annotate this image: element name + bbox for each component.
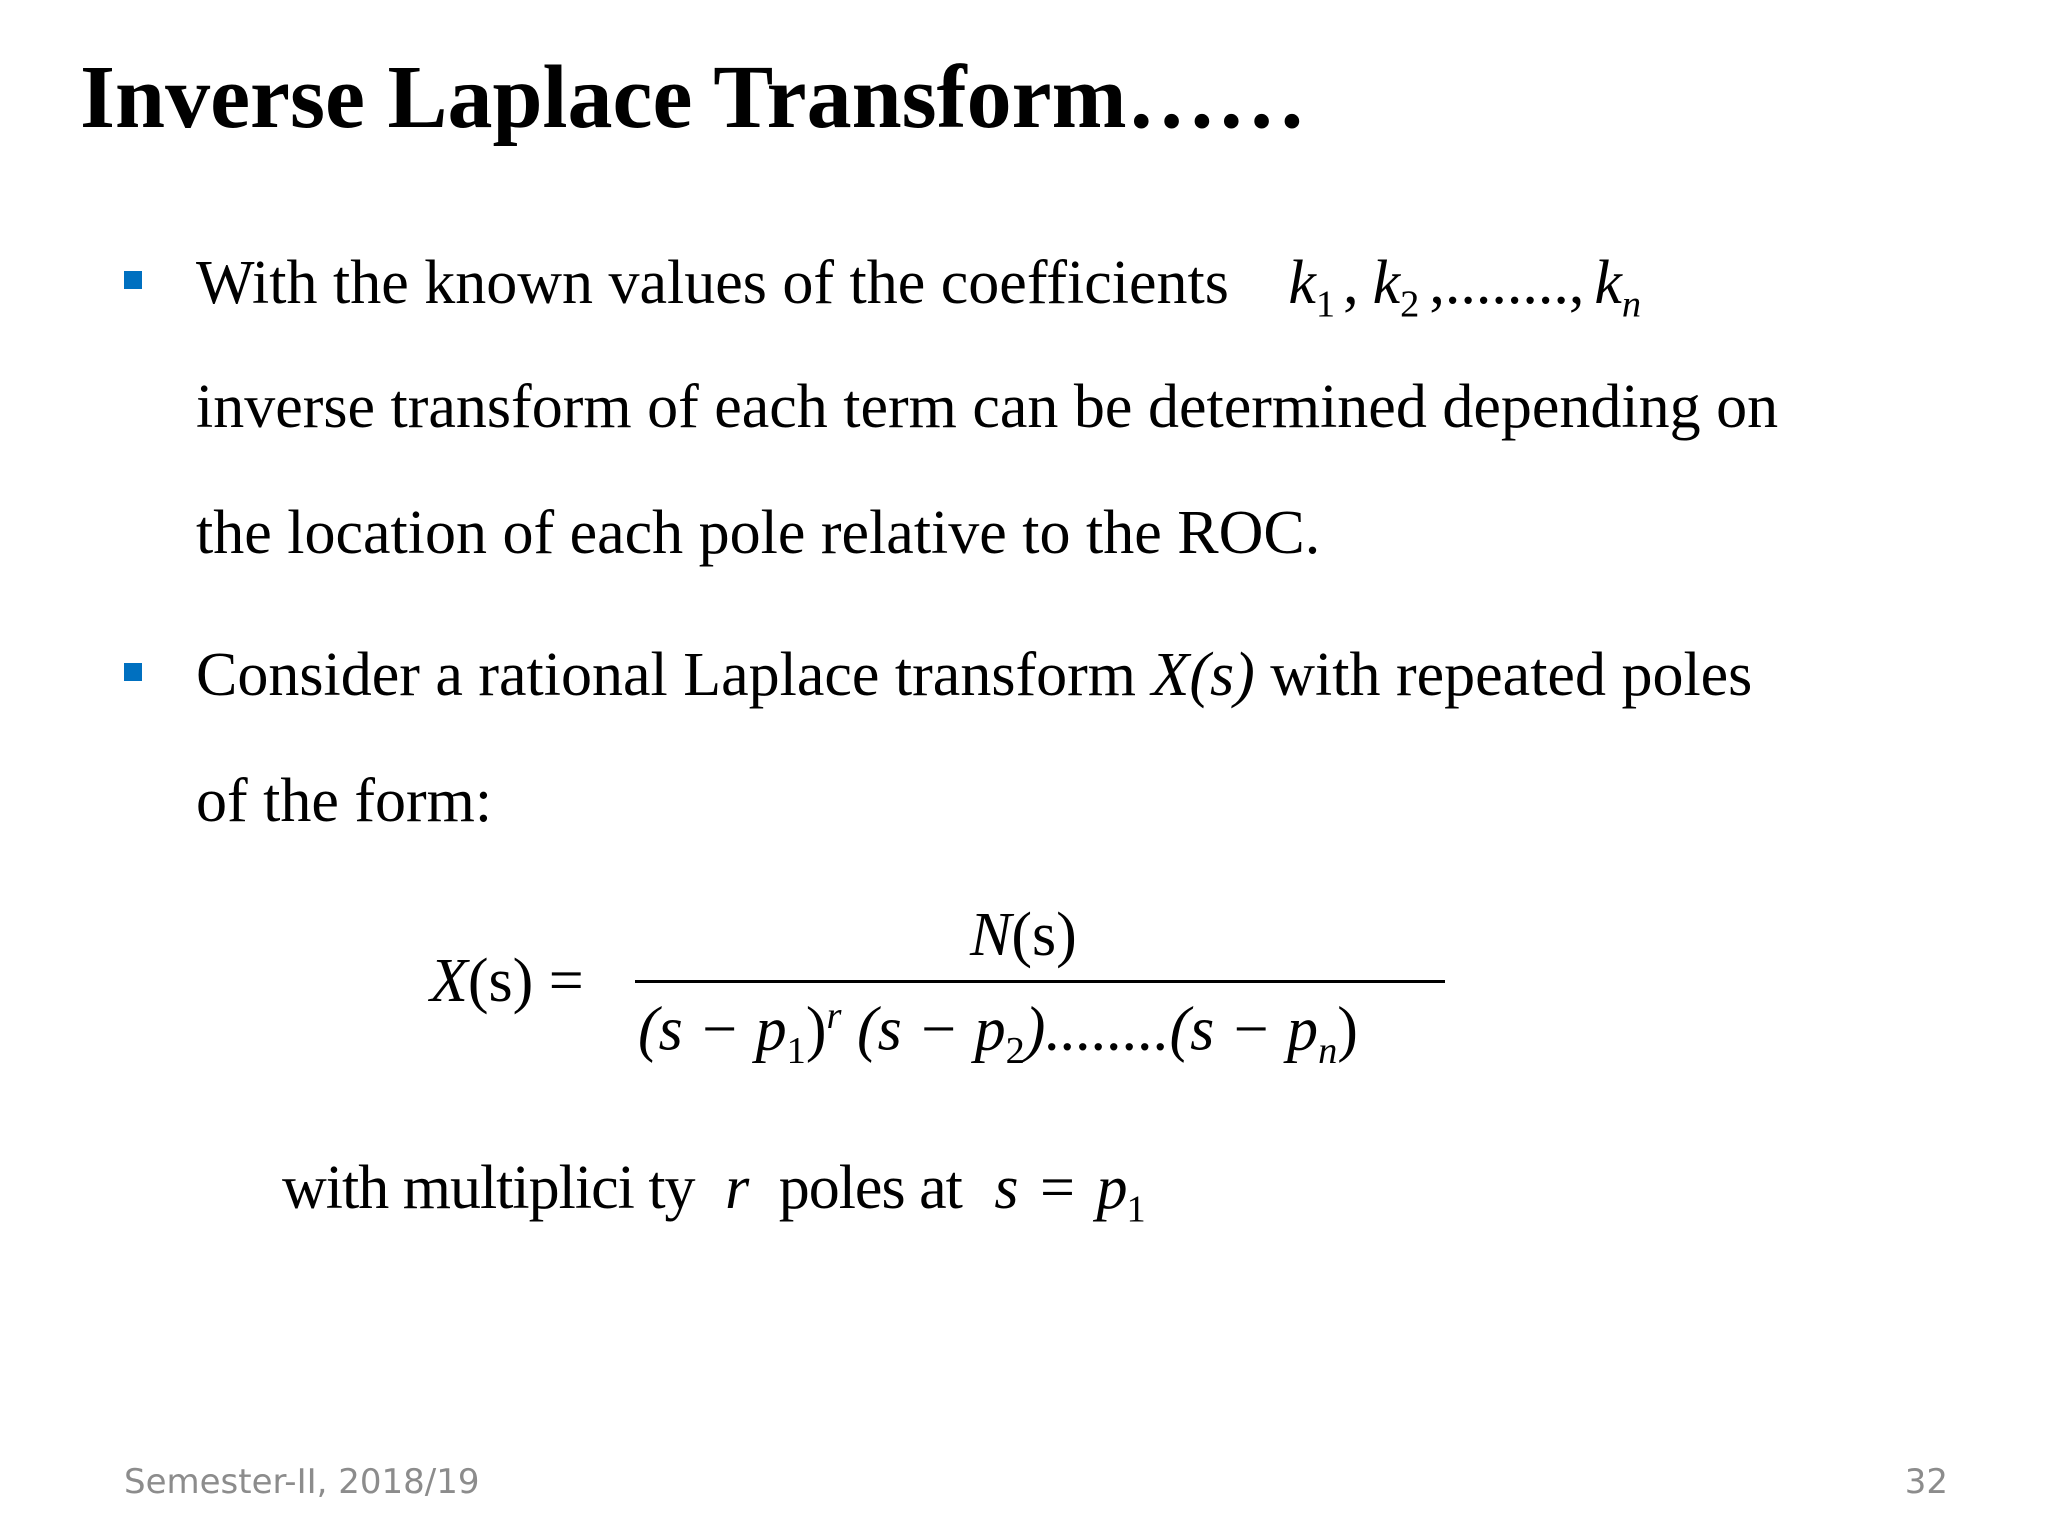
k-symbol: k	[1288, 249, 1316, 317]
equals-sign: =	[1039, 1154, 1074, 1222]
x-symbol: X	[430, 947, 468, 1015]
formula-numerator	[970, 900, 1077, 971]
denominator-term-2: (s − p	[841, 995, 1006, 1064]
formula-denominator	[638, 994, 1358, 1073]
exponent-r: r	[826, 995, 842, 1037]
coefficients-math	[1288, 249, 1642, 326]
k-symbol: k	[1594, 249, 1622, 317]
x-of-s-inline: X(s)	[1151, 641, 1255, 709]
multiplicity-note	[282, 1153, 1145, 1231]
n-symbol: N	[970, 901, 1012, 969]
bullet-square-icon	[124, 271, 142, 289]
close-paren-n: )	[1337, 995, 1358, 1064]
bullet-2-line-1	[196, 641, 1753, 709]
p-symbol: p	[1096, 1154, 1127, 1222]
bullet-2-text-post: with repeated poles	[1270, 641, 1753, 709]
k-symbol: k	[1372, 249, 1401, 317]
slide-title: Inverse Laplace Transform……	[80, 48, 1307, 147]
bullet-1-text: With the known values of the coefficients	[196, 249, 1229, 317]
p-subscript-1: 1	[786, 1030, 806, 1073]
footer-semester: Semester-II, 2018/19	[124, 1462, 480, 1502]
ellipsis-dots: ,........,	[1429, 249, 1585, 317]
page-number: 32	[1904, 1462, 1948, 1502]
bullet-2-text-pre: Consider a rational Laplace transform	[196, 641, 1136, 709]
p-subscript-1: 1	[1126, 1188, 1145, 1231]
k-subscript-n: n	[1621, 283, 1642, 326]
r-symbol: r	[725, 1154, 749, 1222]
p-subscript-2: 2	[1005, 1030, 1025, 1073]
bullet-2-line-2: of the form:	[196, 767, 493, 835]
note-text-1: with multiplici ty	[282, 1154, 695, 1222]
close-paren-1: )	[805, 995, 827, 1064]
bullet-square-icon	[124, 663, 142, 681]
repeated-poles-formula	[430, 900, 1450, 1090]
bullet-1-line-3: the location of each pole relative to the ROC.	[196, 499, 1321, 567]
lhs-argument: (s) =	[467, 947, 584, 1015]
denominator-term-1: (s − p	[638, 995, 787, 1064]
numerator-argument: (s)	[1011, 901, 1077, 969]
p-subscript-n: n	[1318, 1030, 1338, 1073]
bullet-1-line-1	[196, 249, 1642, 326]
bullet-1-line-2: inverse transform of each term can be determined depending on	[196, 373, 1779, 441]
note-text-2: poles at	[778, 1154, 962, 1222]
denominator-term-n: )........(s − p	[1024, 995, 1319, 1064]
fraction-bar	[635, 980, 1445, 983]
s-symbol: s	[994, 1154, 1018, 1222]
k-subscript-2: 2	[1400, 283, 1420, 326]
comma-separator: ,	[1343, 249, 1359, 317]
k-subscript-1: 1	[1315, 283, 1336, 326]
formula-lhs	[430, 946, 584, 1017]
